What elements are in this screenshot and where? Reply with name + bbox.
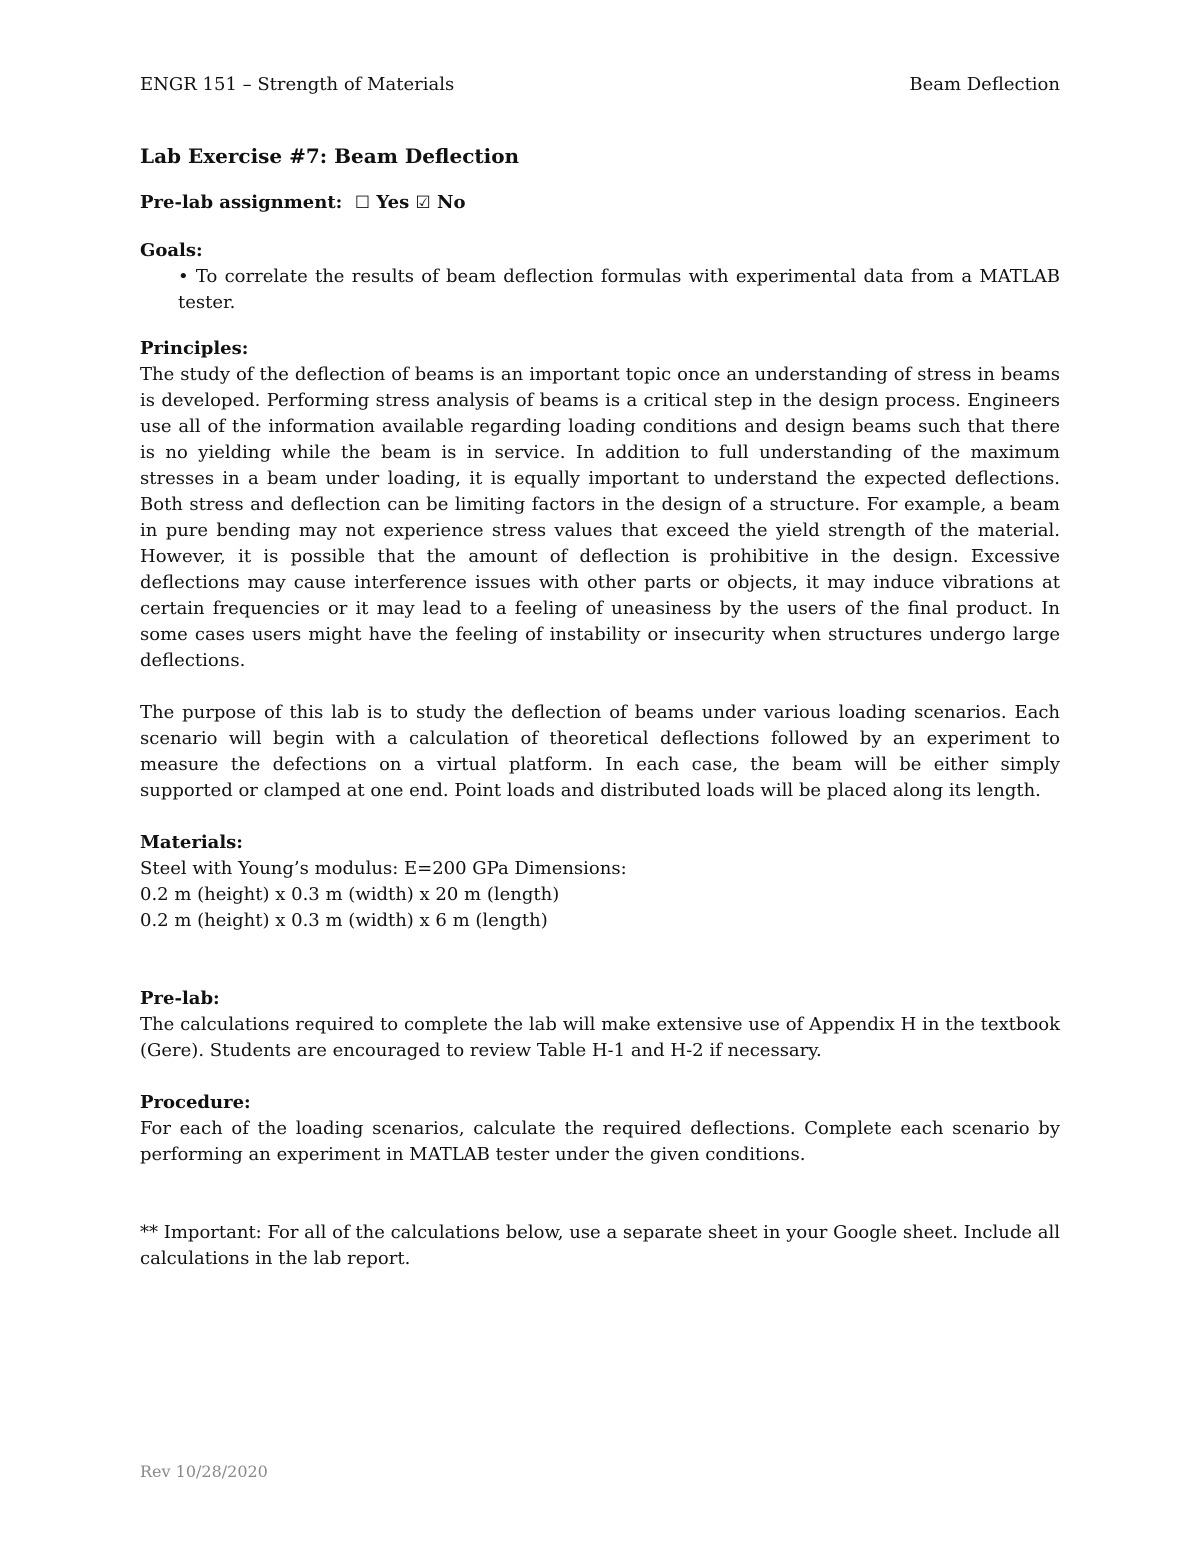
header-topic: Beam Deflection	[909, 74, 1060, 95]
yes-checkbox-icon: ☐	[354, 193, 371, 213]
no-option-label: No	[437, 192, 466, 213]
prelab-text: The calculations required to complete the lab will make extensive use of Appendix H in the textbook (Gere). Students are encouraged to review Table H-1 and H-2 if necessary.	[140, 1014, 1060, 1061]
goals-heading: Goals:	[140, 240, 203, 261]
principles-heading: Principles:	[140, 338, 249, 359]
materials-line-2: 0.2 m (height) x 0.3 m (width) x 20 m (length)	[140, 884, 560, 905]
important-note: ** Important: For all of the calculations below, use a separate sheet in your Google sheet. Include all calculations in the lab report.	[140, 1222, 1060, 1269]
prelab-heading: Pre-lab:	[140, 988, 220, 1009]
principles-paragraph-1: The study of the deflection of beams is an important topic once an understanding of stress in beams is developed. Performing stress analysis of beams is a critical step in the design process. Engineers use all of the information available regarding loading conditions and design beams such that there is no yielding while the beam is in service. In addition to full understanding of the maximum stresses in a beam under loading, it is equally important to understand the expected deflections. Both stress and deflection can be limiting factors in the design of a structure. For example, a beam in pure bending may not experience stress values that exceed the yield strength of the material. However, it is possible that the amount of deflection is prohibitive in the design. Excessive deflections may cause interference issues with other parts or objects, it may induce vibrations at certain frequencies or it may lead to a feeling of uneasiness by the users of the final product. In some cases users might have the feeling of instability or insecurity when structures undergo large deflections.	[140, 364, 1060, 671]
materials-line-3: 0.2 m (height) x 0.3 m (width) x 6 m (length)	[140, 910, 548, 931]
materials-heading: Materials:	[140, 832, 243, 853]
no-checkbox-checked-icon: ☑	[415, 193, 431, 213]
procedure-heading: Procedure:	[140, 1092, 251, 1113]
prelab-assignment	[140, 190, 1060, 216]
header-course: ENGR 151 – Strength of Materials	[140, 74, 455, 95]
prelab-assignment-label: Pre-lab assignment:	[140, 192, 343, 213]
procedure-text: For each of the loading scenarios, calculate the required deflections. Complete each scenario by performing an experiment in MATLAB tester under the given conditions.	[140, 1118, 1060, 1165]
lab-title: Lab Exercise #7: Beam Deflection	[140, 144, 520, 168]
revision-footer: Rev 10/28/2020	[140, 1462, 268, 1481]
goal-item: • To correlate the results of beam deflection formulas with experimental data from a MATLAB tester.	[178, 266, 1060, 313]
document-body	[140, 142, 1060, 1272]
yes-option-label: Yes	[376, 192, 410, 213]
principles-paragraph-2: The purpose of this lab is to study the deflection of beams under various loading scenarios. Each scenario will begin with a calculation of theoretical deflections followed by an experiment to measure the defections on a virtual platform. In each case, the beam will be either simply supported or clamped at one end. Point loads and distributed loads will be placed along its length.	[140, 702, 1060, 801]
page-header	[140, 74, 1060, 100]
materials-line-1: Steel with Young’s modulus: E=200 GPa Dimensions:	[140, 858, 627, 879]
